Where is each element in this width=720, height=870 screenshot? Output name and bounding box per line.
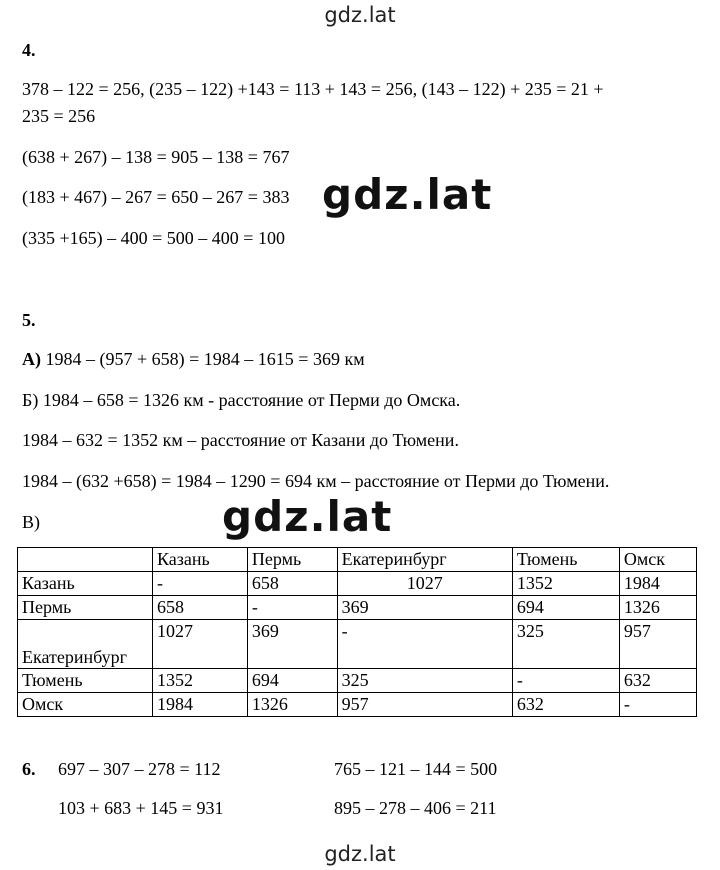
table-cell: 1027 bbox=[337, 572, 512, 596]
table-row-header: Казань bbox=[18, 572, 153, 596]
watermark-middle-2: gdz.lat bbox=[222, 492, 393, 541]
task4-number: 4. bbox=[22, 40, 36, 60]
table-cell: 957 bbox=[337, 693, 512, 717]
table-cell: 1027 bbox=[153, 620, 248, 669]
watermark-top: gdz.lat bbox=[324, 3, 396, 27]
task5-part-a-text: 1984 – (957 + 658) = 1984 – 1615 = 369 км bbox=[41, 349, 365, 369]
task5-part-b-line-2: 1984 – 632 = 1352 км – расстояние от Казани до Тюмени. bbox=[22, 430, 459, 450]
task4-line-4: (183 + 467) – 267 = 650 – 267 = 383 bbox=[22, 187, 290, 207]
watermark-middle-1: gdz.lat bbox=[322, 170, 493, 219]
table-cell: - bbox=[337, 620, 512, 669]
table-cell: 325 bbox=[512, 620, 619, 669]
table-cell: - bbox=[247, 596, 337, 620]
table-cell: 1326 bbox=[247, 693, 337, 717]
table-cell: 1352 bbox=[512, 572, 619, 596]
task5-number: 5. bbox=[22, 310, 36, 330]
table-header-cell: Омск bbox=[619, 548, 696, 572]
task6-right-1: 765 – 121 – 144 = 500 bbox=[334, 759, 498, 779]
task4-line-3: (638 + 267) – 138 = 905 – 138 = 767 bbox=[22, 147, 290, 167]
table-row-header: Омск bbox=[18, 693, 153, 717]
table-cell: 658 bbox=[153, 596, 248, 620]
table-row bbox=[18, 596, 697, 620]
table-cell: 369 bbox=[337, 596, 512, 620]
distance-table bbox=[17, 547, 697, 717]
task5-part-a bbox=[22, 349, 365, 370]
table-header-cell: Екатеринбург bbox=[337, 548, 512, 572]
table-cell: 632 bbox=[512, 693, 619, 717]
table-cell: 632 bbox=[619, 669, 696, 693]
table-row-header: Пермь bbox=[18, 596, 153, 620]
task6-right-2: 895 – 278 – 406 = 211 bbox=[334, 798, 497, 818]
table-header-cell bbox=[18, 548, 153, 572]
table-header-row bbox=[18, 548, 697, 572]
table-cell: 369 bbox=[247, 620, 337, 669]
table-row-header: Екатеринбург bbox=[18, 620, 153, 669]
task5-part-v-label: В) bbox=[22, 512, 40, 532]
task6-left-2: 103 + 683 + 145 = 931 bbox=[58, 798, 224, 818]
table-cell: 1352 bbox=[153, 669, 248, 693]
table-cell: 957 bbox=[619, 620, 696, 669]
task4-line-1: 378 – 122 = 256, (235 – 122) +143 = 113 + 143 = 256, (143 – 122) + 235 = 21 + bbox=[22, 79, 604, 99]
table-cell: - bbox=[153, 572, 248, 596]
task4-line-5: (335 +165) – 400 = 500 – 400 = 100 bbox=[22, 228, 285, 248]
task5-part-b-line-3: 1984 – (632 +658) = 1984 – 1290 = 694 км – расстояние от Перми до Тюмени. bbox=[22, 471, 610, 491]
table-row bbox=[18, 572, 697, 596]
table-row bbox=[18, 669, 697, 693]
watermark-bottom: gdz.lat bbox=[324, 842, 396, 866]
table-cell: 1984 bbox=[619, 572, 696, 596]
task6-left-1: 697 – 307 – 278 = 112 bbox=[58, 759, 221, 779]
table-cell: 658 bbox=[247, 572, 337, 596]
table-cell: 325 bbox=[337, 669, 512, 693]
task4-line-2: 235 = 256 bbox=[22, 106, 96, 126]
table-cell: 1984 bbox=[153, 693, 248, 717]
table-row-header: Тюмень bbox=[18, 669, 153, 693]
table-cell: - bbox=[512, 669, 619, 693]
table-cell: - bbox=[619, 693, 696, 717]
table-row bbox=[18, 620, 697, 669]
table-row bbox=[18, 693, 697, 717]
table-header-cell: Казань bbox=[153, 548, 248, 572]
task5-part-a-label: А) bbox=[22, 349, 41, 369]
table-header-cell: Пермь bbox=[247, 548, 337, 572]
table-cell: 1326 bbox=[619, 596, 696, 620]
table-cell: 694 bbox=[247, 669, 337, 693]
task5-part-b-line-1: Б) 1984 – 658 = 1326 км - расстояние от Перми до Омска. bbox=[22, 390, 461, 410]
table-header-cell: Тюмень bbox=[512, 548, 619, 572]
table-cell: 694 bbox=[512, 596, 619, 620]
task6-number: 6. bbox=[22, 759, 36, 779]
